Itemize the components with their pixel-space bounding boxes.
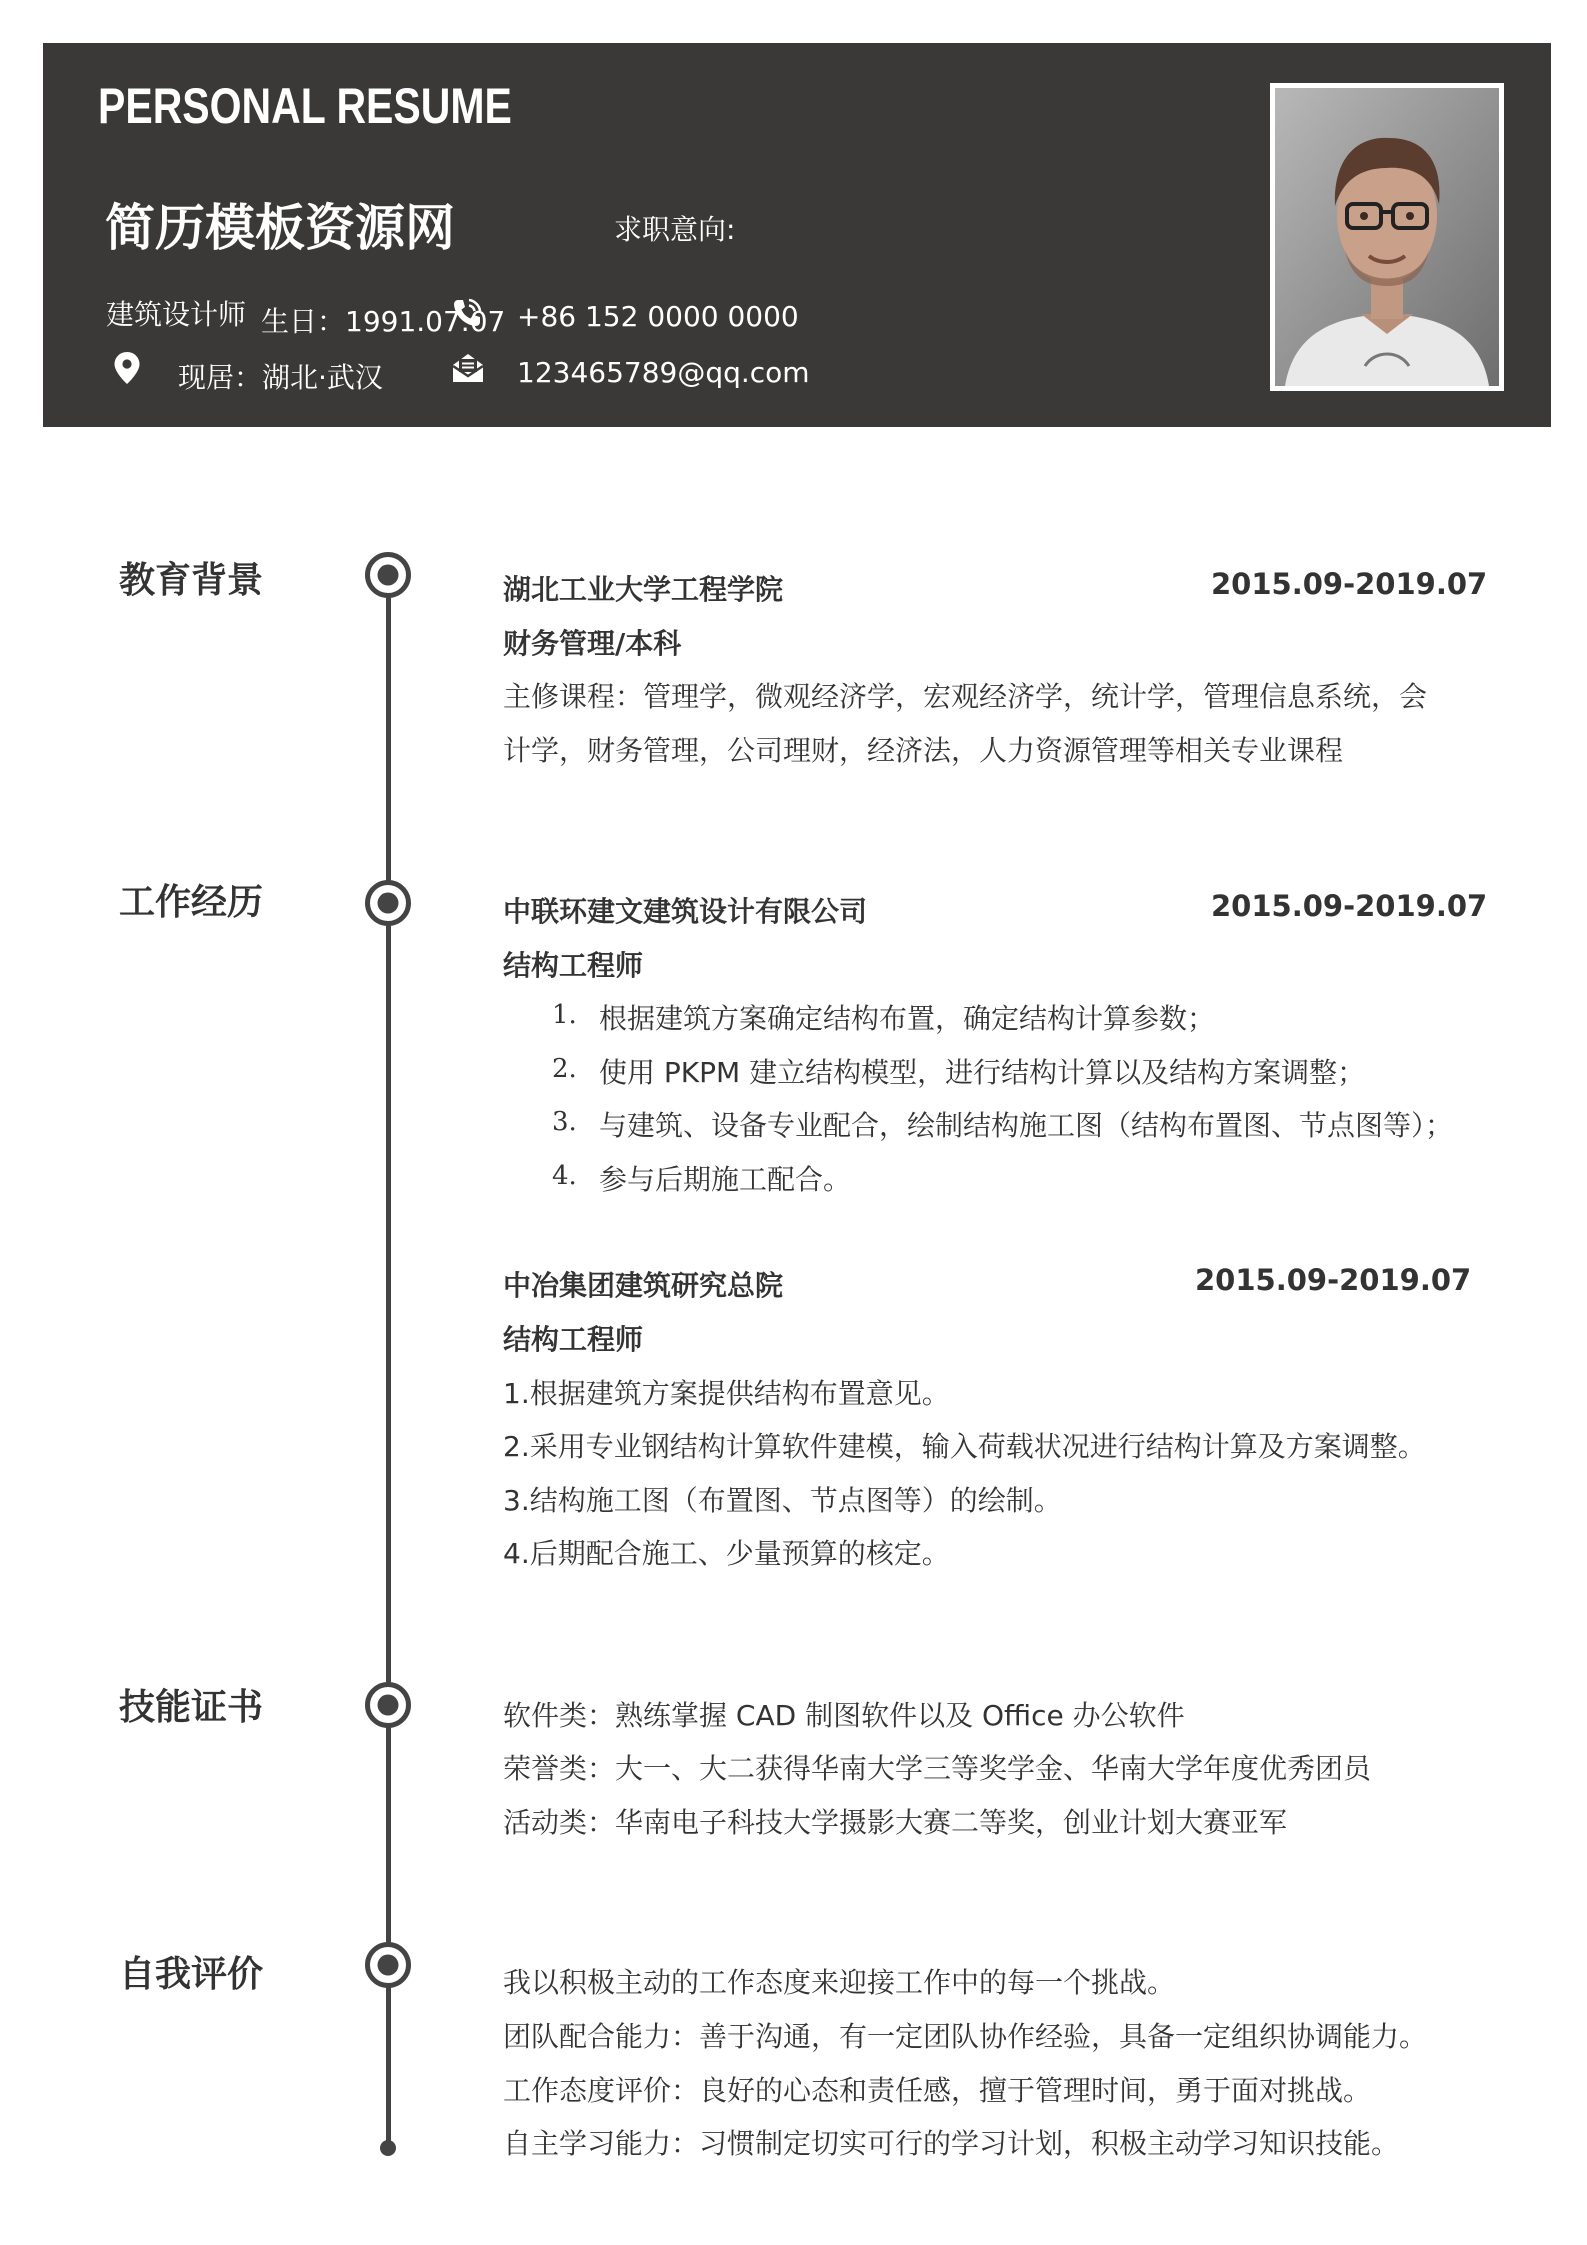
resume-title: PERSONAL RESUME bbox=[98, 78, 512, 134]
phone-icon bbox=[451, 297, 483, 333]
school-name: 湖北工业大学工程学院 bbox=[503, 573, 784, 606]
job-role: 结构工程师 bbox=[503, 949, 644, 982]
location-pin-icon bbox=[113, 351, 141, 389]
education-date: 2015.09-2019.07 bbox=[1211, 567, 1488, 601]
phone-number: +86 152 0000 0000 bbox=[517, 300, 799, 333]
list-number: 2. bbox=[552, 1054, 577, 1084]
timeline-node-skills bbox=[364, 1681, 412, 1729]
name-heading: 简历模板资源网 bbox=[105, 199, 455, 257]
job-date: 2015.09-2019.07 bbox=[1211, 889, 1488, 923]
envelope-icon bbox=[452, 353, 484, 387]
duty-item: 1.根据建筑方案提供结构布置意见。 bbox=[503, 1377, 950, 1410]
timeline-node-education bbox=[364, 551, 412, 599]
courses-line-1: 主修课程：管理学，微观经济学，宏观经济学，统计学，管理信息系统，会 bbox=[503, 680, 1428, 713]
list-number: 3. bbox=[552, 1107, 577, 1137]
self-eval-item: 工作态度评价：良好的心态和责任感，擅于管理时间，勇于面对挑战。 bbox=[503, 2074, 1372, 2107]
major-degree: 财务管理/本科 bbox=[503, 627, 682, 660]
section-title-work: 工作经历 bbox=[119, 882, 264, 923]
timeline-line bbox=[386, 575, 391, 2145]
header-banner bbox=[43, 43, 1551, 427]
duty-item: 参与后期施工配合。 bbox=[599, 1163, 852, 1196]
self-eval-item: 团队配合能力：善于沟通，有一定团队协作经验，具备一定组织协调能力。 bbox=[503, 2020, 1428, 2053]
section-title-skills: 技能证书 bbox=[119, 1687, 264, 1728]
duty-item: 2.采用专业钢结构计算软件建模，输入荷载状况进行结构计算及方案调整。 bbox=[503, 1430, 1426, 1463]
profile-photo bbox=[1270, 83, 1504, 391]
section-title-education: 教育背景 bbox=[119, 560, 264, 601]
job-role: 结构工程师 bbox=[503, 1323, 644, 1356]
job-intent-label: 求职意向: bbox=[614, 213, 736, 246]
list-number: 1. bbox=[552, 1000, 577, 1030]
self-eval-item: 自主学习能力：习惯制定切实可行的学习计划，积极主动学习知识技能。 bbox=[503, 2127, 1400, 2160]
timeline-end-dot bbox=[380, 2140, 396, 2156]
self-eval-item: 我以积极主动的工作态度来迎接工作中的每一个挑战。 bbox=[503, 1966, 1176, 1999]
company-name: 中冶集团建筑研究总院 bbox=[503, 1269, 784, 1302]
skill-item: 软件类：熟练掌握 CAD 制图软件以及 Office 办公软件 bbox=[503, 1699, 1185, 1732]
birth-date: 生日：1991.07.07 bbox=[261, 305, 506, 338]
timeline-node-self bbox=[364, 1941, 412, 1989]
section-title-self: 自我评价 bbox=[119, 1954, 264, 1995]
timeline-node-work bbox=[364, 879, 412, 927]
duty-item: 使用 PKPM 建立结构模型，进行结构计算以及结构方案调整； bbox=[599, 1056, 1366, 1089]
duty-item: 与建筑、设备专业配合，绘制结构施工图（结构布置图、节点图等）； bbox=[599, 1109, 1454, 1142]
skill-item: 活动类：华南电子科技大学摄影大赛二等奖，创业计划大赛亚军 bbox=[503, 1806, 1288, 1839]
location-text: 现居：湖北·武汉 bbox=[178, 361, 383, 394]
email-address: 123465789@qq.com bbox=[517, 356, 810, 389]
duty-item: 4.后期配合施工、少量预算的核定。 bbox=[503, 1537, 950, 1570]
job-title: 建筑设计师 bbox=[106, 298, 247, 331]
job-date: 2015.09-2019.07 bbox=[1195, 1263, 1472, 1297]
list-number: 4. bbox=[552, 1161, 577, 1191]
duty-item: 3.结构施工图（布置图、节点图等）的绘制。 bbox=[503, 1484, 1062, 1517]
courses-line-2: 计学，财务管理，公司理财，经济法，人力资源管理等相关专业课程 bbox=[503, 734, 1344, 767]
skill-item: 荣誉类：大一、大二获得华南大学三等奖学金、华南大学年度优秀团员 bbox=[503, 1752, 1372, 1785]
company-name: 中联环建文建筑设计有限公司 bbox=[503, 895, 868, 928]
duty-item: 根据建筑方案确定结构布置，确定结构计算参数； bbox=[599, 1002, 1216, 1035]
